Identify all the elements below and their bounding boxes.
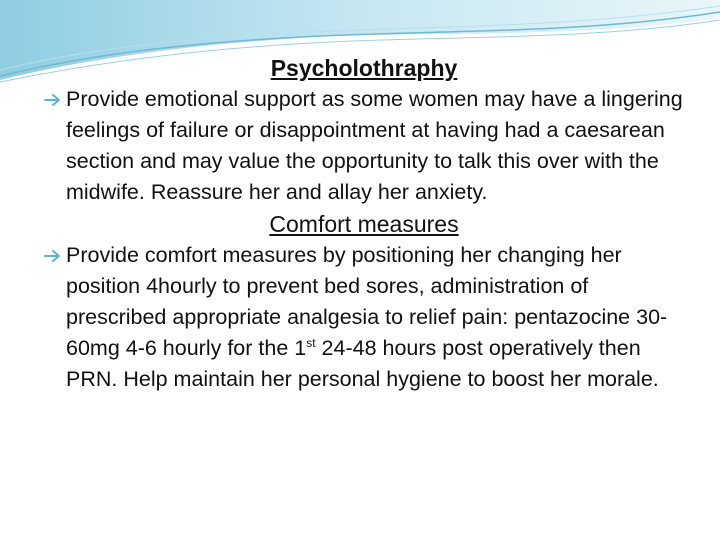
heading-psychotherapy: Psycholothraphy	[270, 55, 458, 81]
wingding-arrow-bullet-icon	[44, 93, 62, 107]
bullet-emotional-support-text: Provide emotional support as some women may have a lingering feelings of failure or disappointment at having had a caesarean section and may value the opportunity to talk this over with the midwife. Reassure her and allay her anxiety.	[66, 87, 683, 204]
bullet-emotional-support	[44, 84, 684, 208]
slide-content	[44, 52, 684, 395]
bullet-comfort-measures-text-1: Provide comfort measures by positioning her changing her position 4hourly to prevent bed sores, administration of prescribed appropriate analgesia to relief pain: pentazocine 30-60mg 4-6 hourly for the 1	[66, 243, 668, 360]
bullet-comfort-measures	[44, 240, 684, 395]
bullet-comfort-measures-text-2: 24-48 hours post operatively then PRN. Help maintain her personal hygiene to boost her morale.	[66, 336, 659, 391]
ordinal-superscript: st	[306, 336, 316, 350]
heading-comfort-measures: Comfort measures	[269, 211, 459, 237]
wingding-arrow-bullet-icon	[44, 249, 62, 263]
